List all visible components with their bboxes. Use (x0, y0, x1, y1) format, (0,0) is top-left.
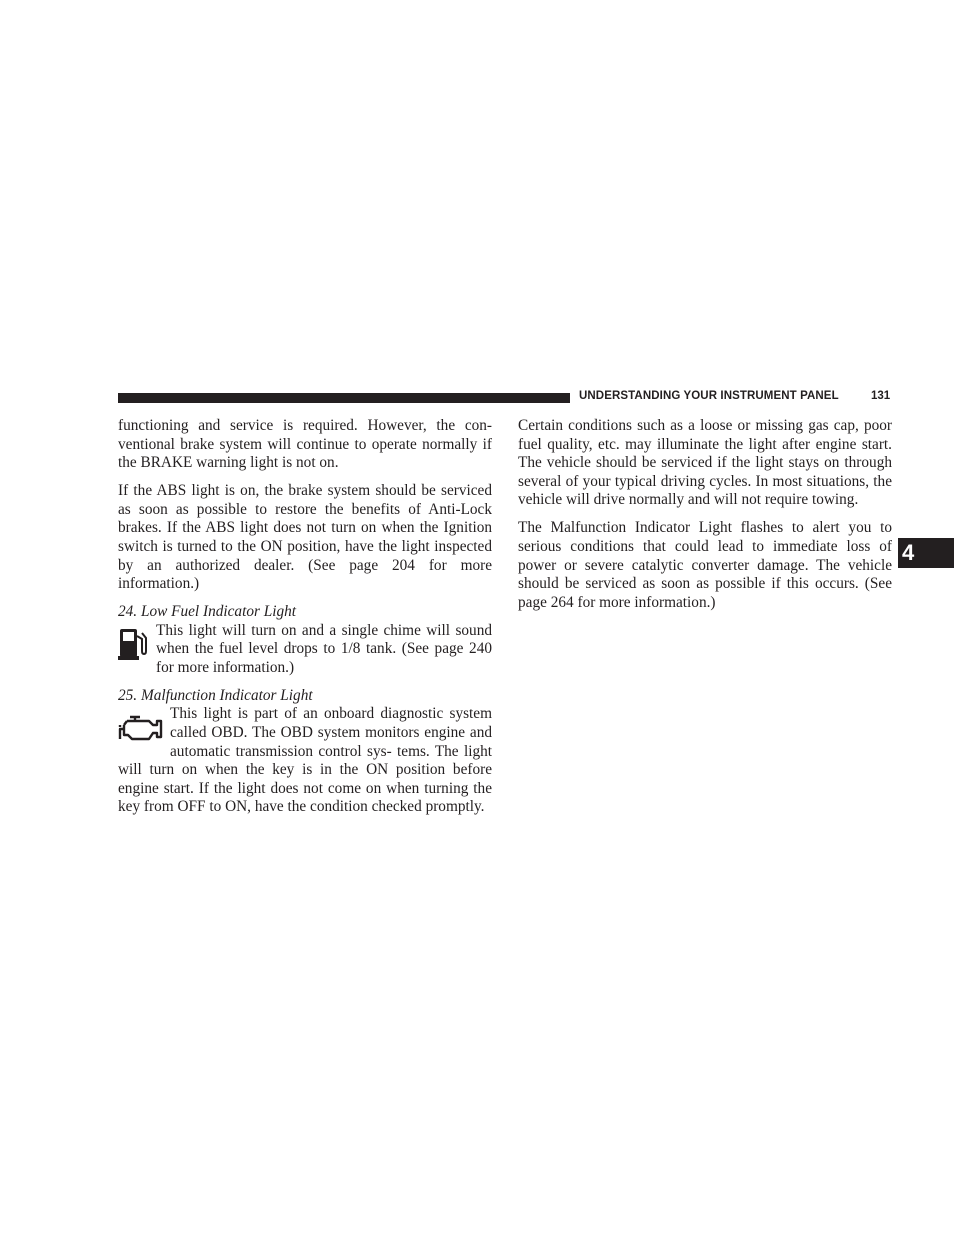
malfunction-text: This light is part of an onboard diagnostic system called OBD. The OBD system monitors engine and automatic transmission control sys- tems. The light will turn on when the key is in the ON position before engine start. If the light does not come on when turning the key from OFF to ON, have the condition checked promptly. (118, 705, 492, 816)
chapter-tab (898, 538, 954, 568)
paragraph-brake-continued: functioning and service is required. However, the con- ventional brake system will continue to operate normally if the BRAKE warning light is not on. (118, 417, 492, 472)
section-title: UNDERSTANDING YOUR INSTRUMENT PANEL (579, 390, 839, 402)
right-column (518, 417, 892, 622)
check-engine-icon (118, 705, 170, 746)
paragraph-abs-light: If the ABS light is on, the brake system should be serviced as soon as possible to restore the benefits of Anti-Lock brakes. If the ABS light does not turn on when the Ignition switch is turned to the ON position, have the light inspected by an authorized dealer. (See page 204 for more information.) (118, 482, 492, 593)
page-number: 131 (871, 390, 891, 402)
low-fuel-text: This light will turn on and a single chime will sound when the fuel level drops to 1/8 tank. (See page 240 for more information.) (156, 621, 492, 676)
paragraph-conditions: Certain conditions such as a loose or missing gas cap, poor fuel quality, etc. may illuminate the light after engine start. The vehicle should be serviced if the light stays on through several of your typical driving cycles. In most situations, the vehicle will drive normally and will not require towing. (518, 417, 892, 509)
fuel-pump-icon (118, 622, 156, 662)
chapter-number: 4 (902, 540, 915, 565)
low-fuel-section (118, 622, 492, 678)
paragraph-mil-flashes: The Malfunction Indicator Light flashes to alert you to serious conditions that could lead to immediate loss of power or severe catalytic converter damage. The vehicle should be serviced as soon as possible if this occurs. (See page 264 for more information.) (518, 519, 892, 611)
header-rule (118, 393, 570, 403)
malfunction-section (118, 705, 492, 817)
left-column (118, 417, 492, 826)
heading-low-fuel: 24. Low Fuel Indicator Light (118, 603, 297, 621)
heading-malfunction: 25. Malfunction Indicator Light (118, 686, 313, 704)
